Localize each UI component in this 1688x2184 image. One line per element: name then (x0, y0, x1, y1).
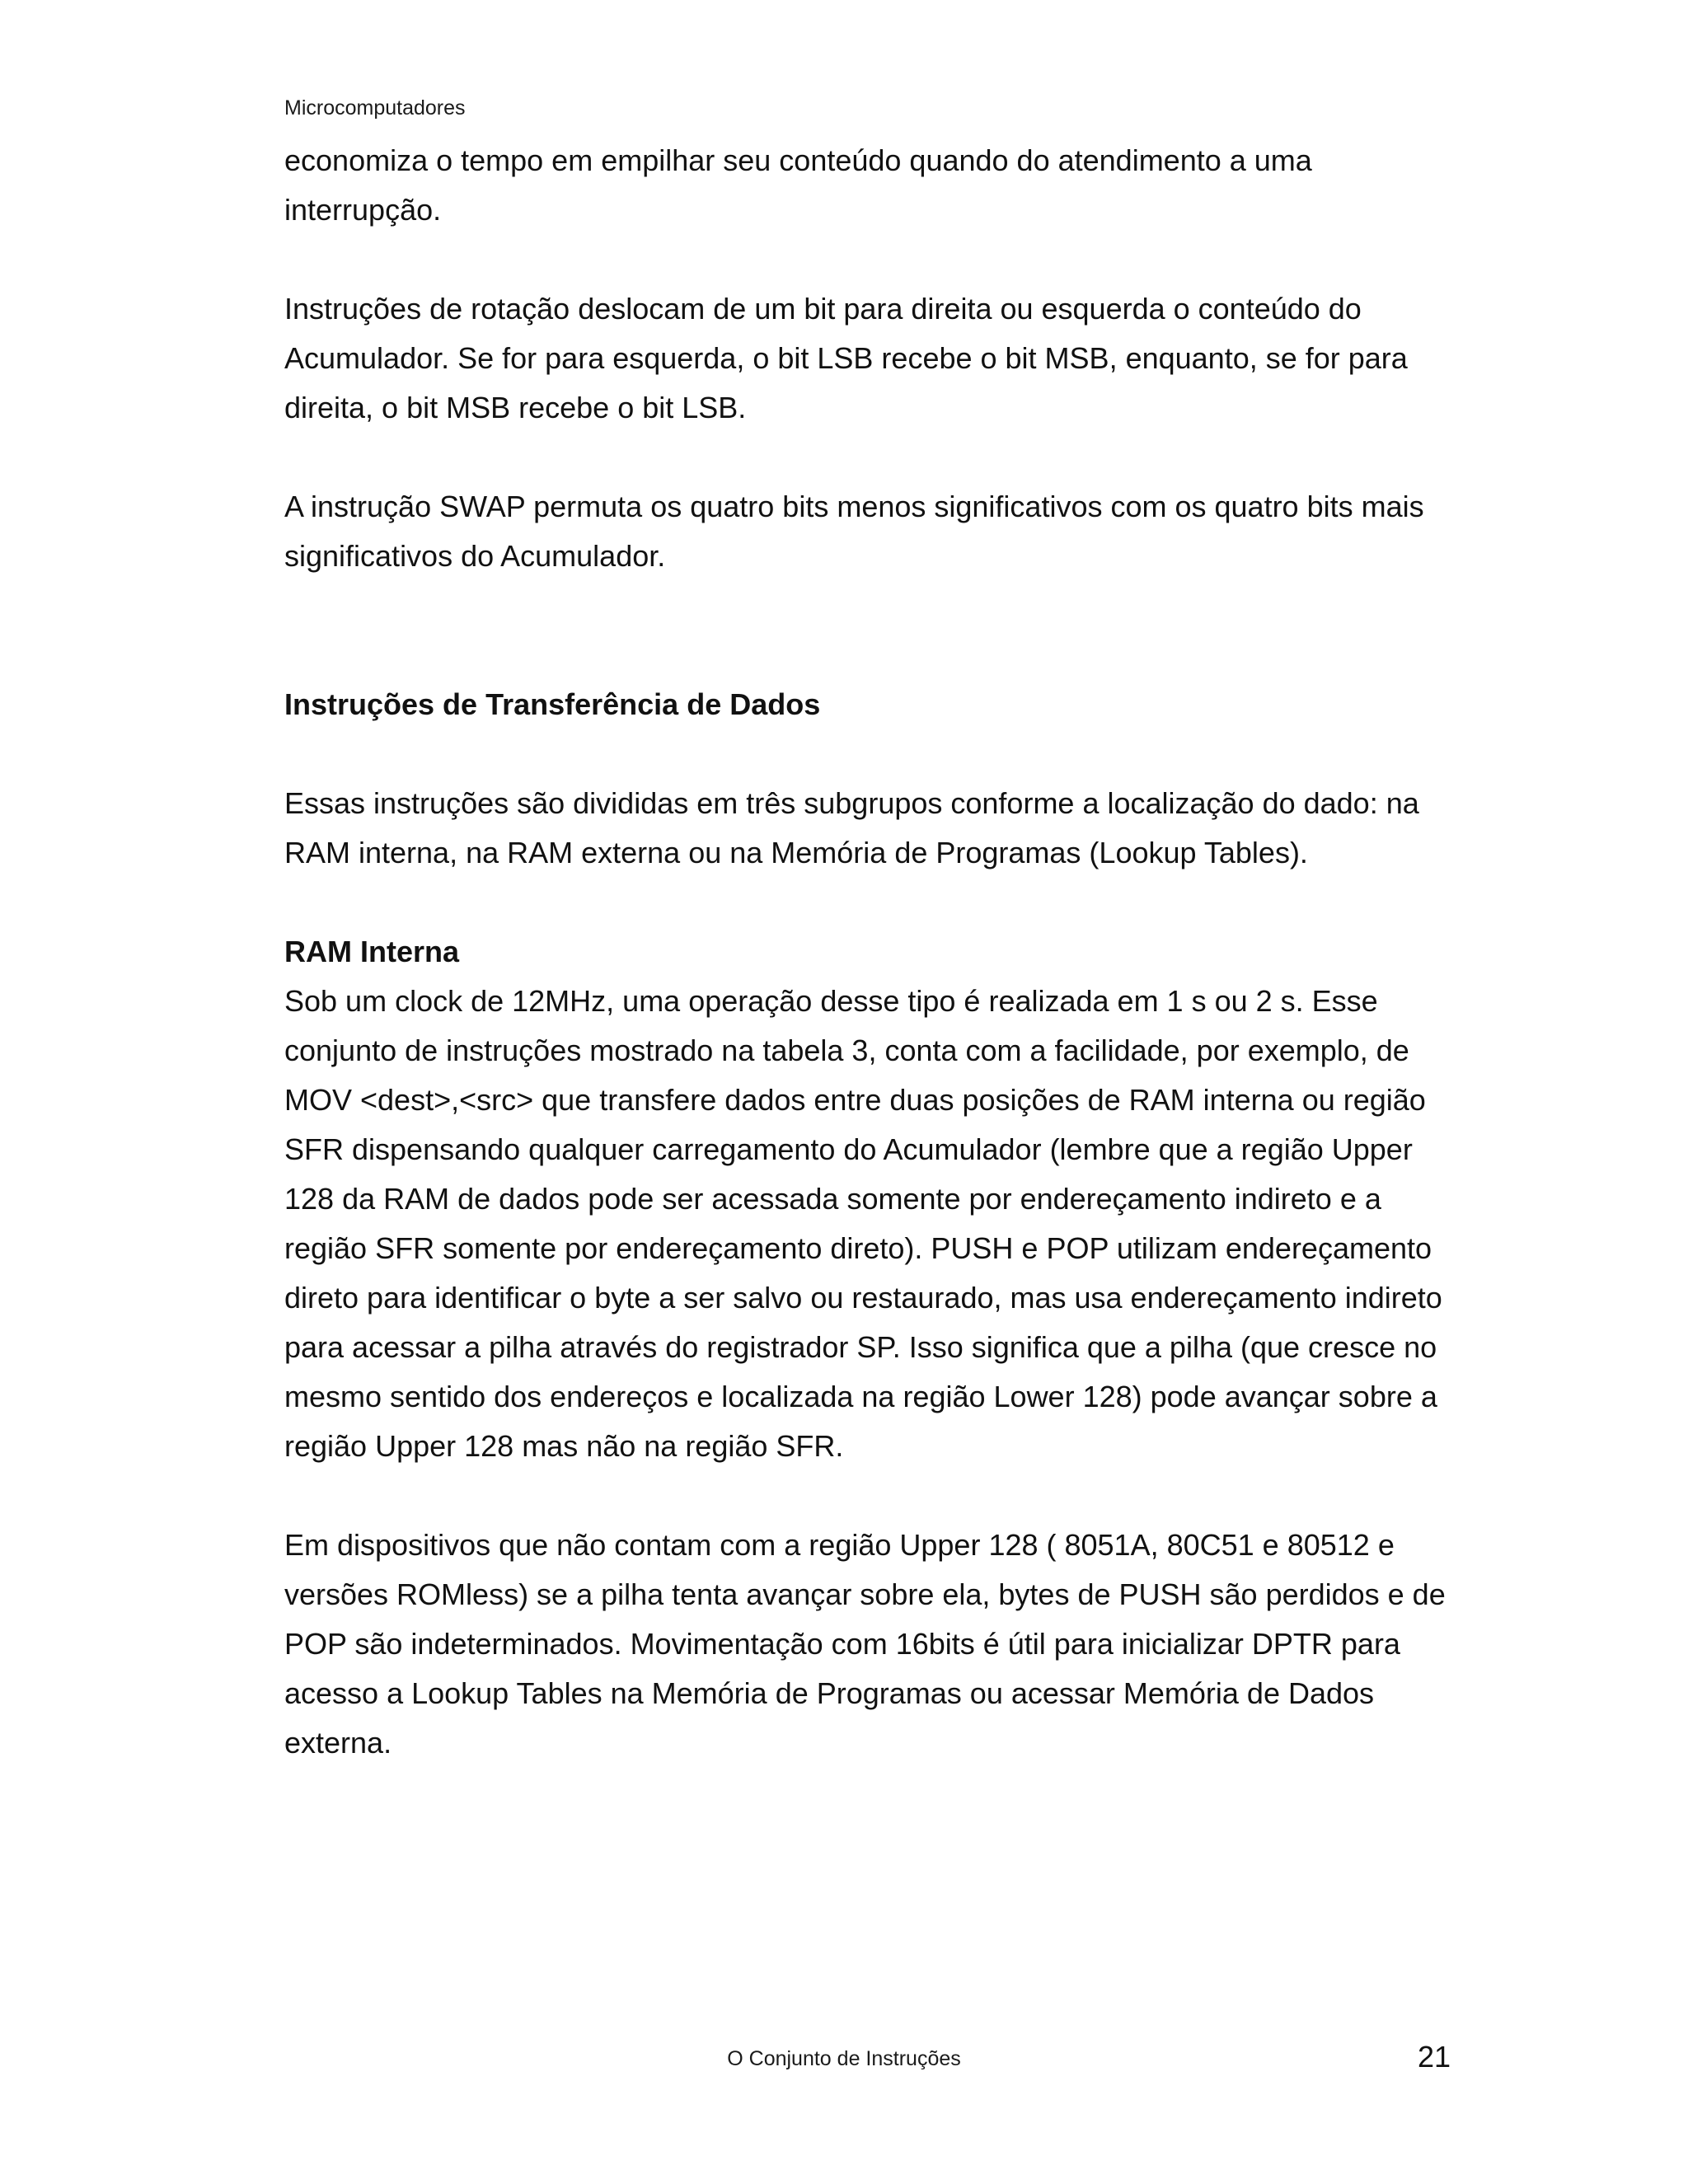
section-heading-data-transfer: Instruções de Transferência de Dados (284, 687, 821, 721)
paragraph-swap: A instrução SWAP permuta os quatro bits menos significativos com os quatro bits mais significativos do Acumulador. (284, 490, 1424, 573)
paragraph-ram-interna: Sob um clock de 12MHz, uma operação desse tipo é realizada em 1 s ou 2 s. Esse conjunto de instruções mostrado na tabela 3, conta com a facilidade, por exemplo, de MOV <dest>,<src> que transfere dados entre duas posições de RAM interna ou região SFR dispensando qualquer carregamento do Acumulador (lembre que a região Upper 128 da RAM de dados pode ser acessada somente por endereçamento indireto e a região SFR somente por endereçamento direto). PUSH e POP utilizam endereçamento direto para identificar o byte a ser salvo ou restaurado, mas usa endereçamento indireto para acessar a pilha através do registrador SP. Isso significa que a pilha (que cresce no mesmo sentido dos endereços e localizada na região Lower 128) pode avançar sobre a região Upper 128 mas não na região SFR. (284, 984, 1442, 1463)
paragraph-rotation: Instruções de rotação deslocam de um bit para direita ou esquerda o conteúdo do Acumulador. Se for para esquerda, o bit LSB recebe o bit MSB, enquanto, se for para direita, o bit MSB recebe o bit LSB. (284, 292, 1408, 424)
footer-chapter-title: O Conjunto de Instruções (727, 2047, 961, 2070)
subsection-heading-ram-interna: RAM Interna (284, 935, 460, 968)
running-header: Microcomputadores (284, 96, 466, 120)
page-body (284, 136, 1447, 1768)
paragraph-interrupt-note: economiza o tempo em empilhar seu conteúdo quando do atendimento a uma interrupção. (284, 143, 1312, 227)
paragraph-subgroups: Essas instruções são divididas em três subgrupos conforme a localização do dado: na RAM interna, na RAM externa ou na Memória de Programas (Lookup Tables). (284, 786, 1419, 869)
page-number: 21 (1417, 2040, 1451, 2074)
paragraph-upper-128: Em dispositivos que não contam com a região Upper 128 ( 8051A, 80C51 e 80512 e versões ROMless) se a pilha tenta avançar sobre ela, bytes de PUSH são perdidos e de POP são indeterminados. Movimentação com 16bits é útil para inicializar DPTR para acesso a Lookup Tables na Memória de Programas ou acessar Memória de Dados externa. (284, 1528, 1446, 1760)
